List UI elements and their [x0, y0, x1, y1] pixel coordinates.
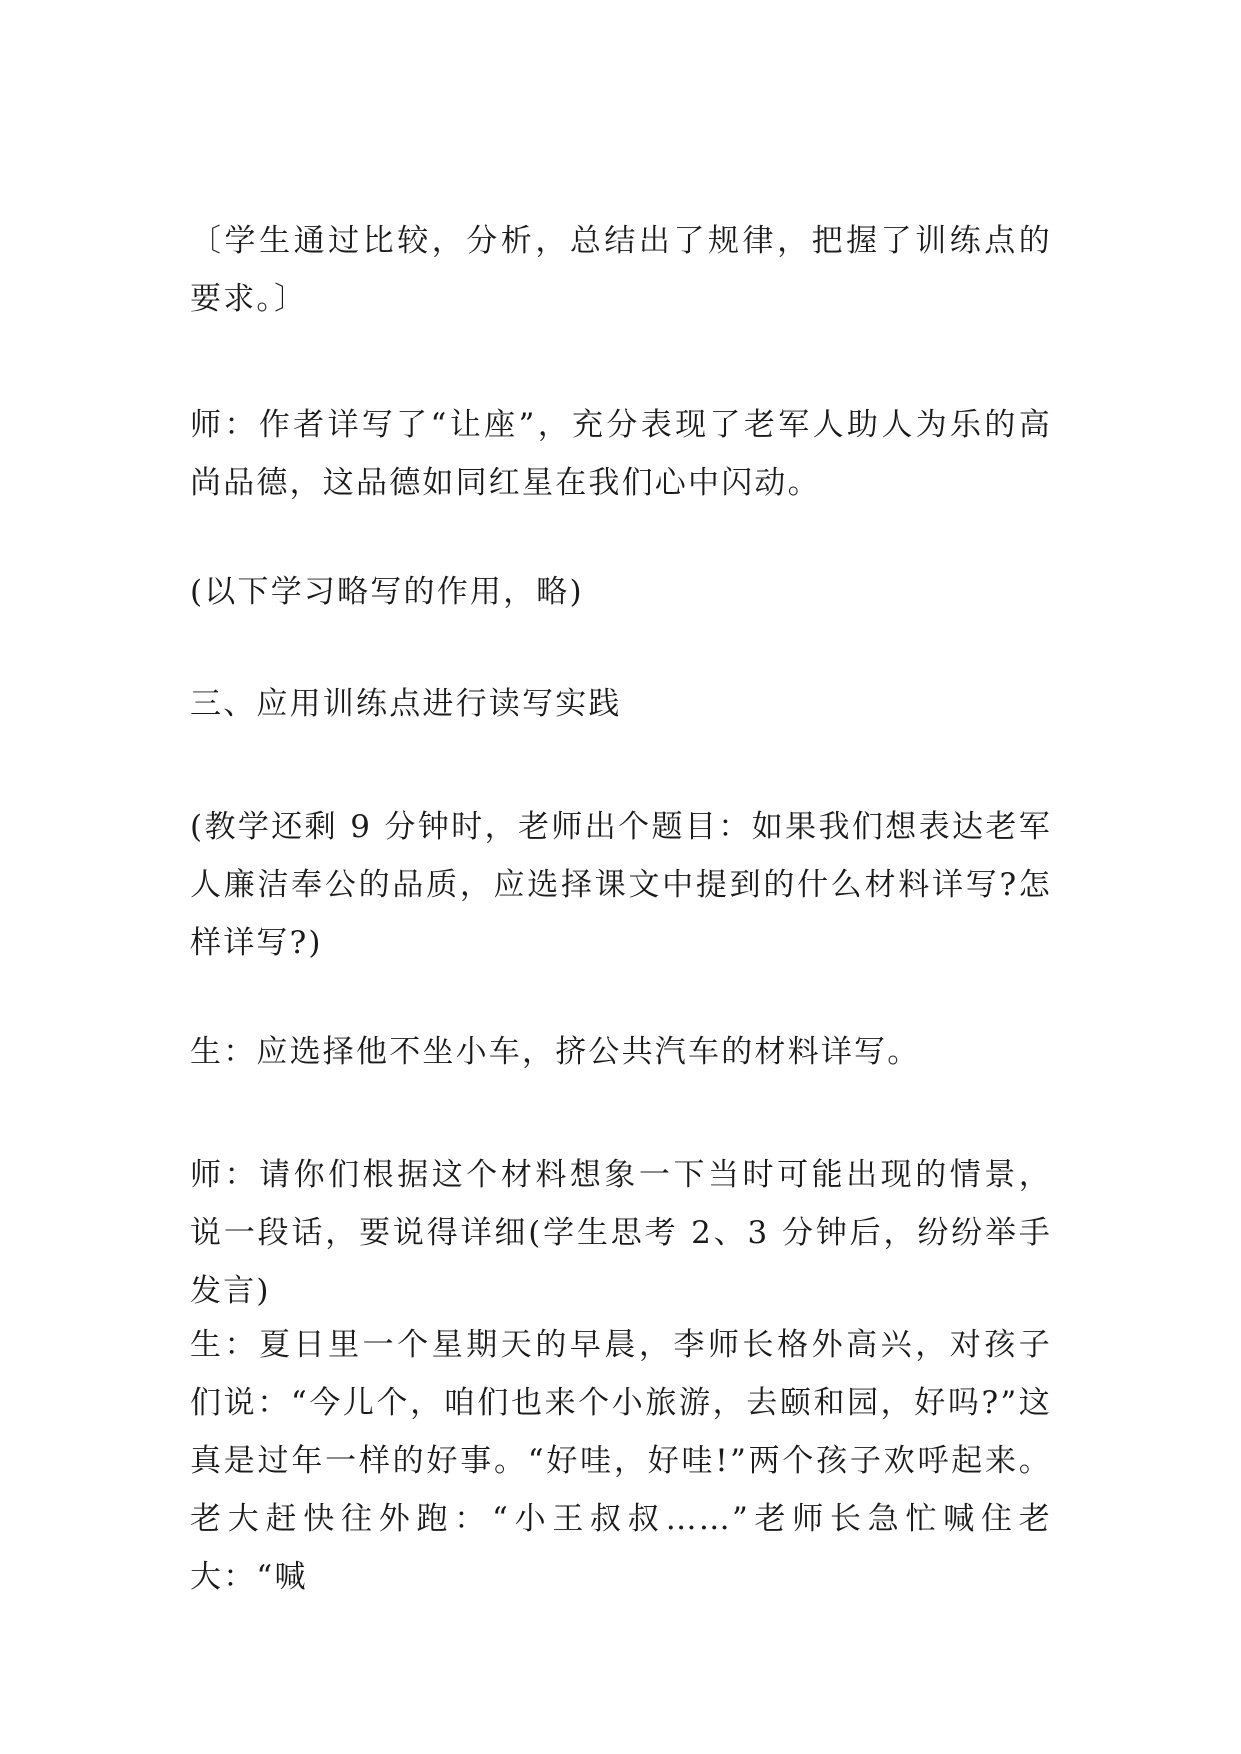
paragraph-student-story: 生：夏日里一个星期天的早晨，李师长格外高兴，对孩子们说：“今儿个，咱们也来个小旅游，去颐和园，好吗?”这真是过年一样的好事。“好哇，好哇!”两个孩子欢呼起来。老大赶快往外跑：“小王叔叔……”老师长急忙喊住老大：“喊: [190, 1327, 1052, 1595]
paragraph-summary-note: 〔学生通过比较，分析，总结出了规律，把握了训练点的要求。〕: [190, 223, 1052, 317]
paragraph-teacher-prompt: 师：请你们根据这个材料想象一下当时可能出现的情景，说一段话，要说得详细(学生思考 2、3 分钟后，纷纷举手发言): [190, 1157, 1052, 1309]
paragraph-teaching-task: (教学还剩 9 分钟时，老师出个题目：如果我们想表达老军人廉洁奉公的品质，应选择课文中提到的什么材料详写?怎样详写?): [190, 809, 1052, 961]
paragraph-teacher-remark: 师：作者详写了“让座”，充分表现了老军人助人为乐的高尚品德，这品德如同红星在我们心中闪动。: [190, 407, 1052, 501]
paragraph-student-answer: 生：应选择他不坐小车，挤公共汽车的材料详写。: [190, 1034, 921, 1070]
paragraph-omitted-note: (以下学习略写的作用，略): [190, 574, 584, 610]
section-heading-three: 三、应用训练点进行读写实践: [190, 686, 622, 722]
